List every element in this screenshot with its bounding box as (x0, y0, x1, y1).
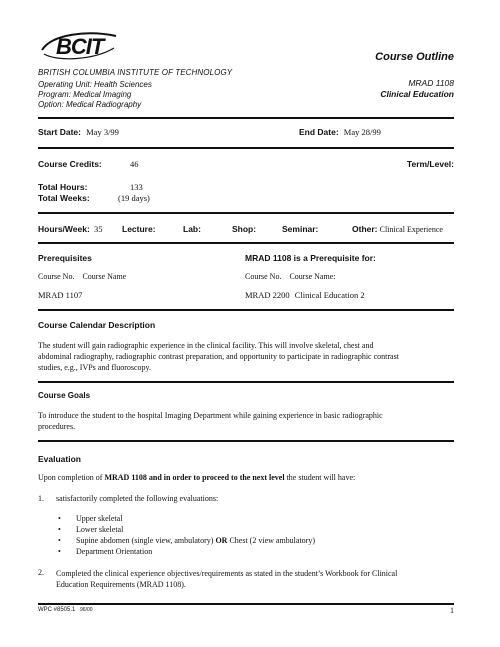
seminar-label: Seminar: (282, 224, 319, 234)
total-weeks-label: Total Weeks: (38, 193, 90, 203)
course-credits-value: 46 (130, 159, 139, 169)
form-id: WPC #8505.1 (38, 607, 76, 613)
option-name: Option: Medical Radiography (38, 100, 142, 109)
evaluation-intro-emphasis: MRAD 1108 and in order to proceed to the next level (104, 473, 285, 482)
calendar-line: studies, e.g., IVPs and fluoroscopy. (38, 363, 152, 372)
course-title: Clinical Education (380, 89, 454, 99)
hours-week-value: 35 (93, 224, 103, 234)
divider (38, 603, 454, 605)
goals-line: To introduce the student to the hospital Imaging Department while gaining experience in basic radiographic (38, 411, 383, 420)
lab-label: Lab: (183, 224, 201, 234)
evaluation-item-number: 1. (38, 494, 44, 503)
course-goals-text (38, 410, 458, 432)
divider (38, 381, 454, 383)
prereq-for-course-no: MRAD 2200 (245, 290, 290, 300)
prereq-for-col-course-name: Course Name: (289, 272, 336, 281)
end-date-value: May 28/99 (343, 127, 381, 137)
term-level-label: Term/Level: (406, 159, 454, 169)
evaluation-item-number: 2. (38, 568, 44, 577)
bullet-text-end: Chest (2 view ambulatory) (227, 536, 315, 545)
evaluation-bullet: Lower skeletal (76, 525, 124, 534)
hours-per-week (38, 224, 102, 234)
calendar-description-heading: Course Calendar Description (38, 320, 156, 330)
calendar-description-text (38, 340, 458, 373)
lecture-label: Lecture: (122, 224, 156, 234)
prereq-col-course-name: Course Name (82, 272, 127, 281)
end-date (299, 127, 381, 137)
bullet-icon: • (58, 536, 61, 545)
program-name: Program: Medical Imaging (38, 90, 132, 99)
bullet-icon: • (58, 514, 61, 523)
course-code: MRAD 1108 (408, 78, 454, 88)
calendar-line: abdominal radiography, radiographic contrast preparation, and opportunity to participate in radiographic contrast (38, 352, 399, 361)
divider (38, 147, 454, 149)
course-credits-label: Course Credits: (38, 159, 102, 169)
page-number: 1 (450, 606, 454, 615)
evaluation-intro (38, 473, 458, 482)
divider (38, 309, 454, 311)
start-date-label: Start Date: (38, 127, 81, 137)
evaluation-bullet (76, 536, 315, 545)
evaluation-heading: Evaluation (38, 454, 81, 464)
evaluation-intro-start: Upon completion of (38, 473, 105, 482)
total-weeks-value: (19 days) (118, 193, 150, 203)
divider (38, 117, 454, 119)
end-date-label: End Date: (299, 127, 339, 137)
divider (38, 440, 454, 442)
prereq-col-course-no: Course No. (38, 272, 75, 281)
bullet-text-or: OR (215, 536, 228, 545)
goals-line: procedures. (38, 422, 76, 431)
prereq-for-col-course-no: Course No. (245, 272, 282, 281)
prereq-course: MRAD 1107 (38, 290, 83, 300)
evaluation-item-line: Education Requirements (MRAD 1108). (56, 580, 186, 589)
evaluation-item-text: satisfactorily completed the following evaluations: (56, 494, 219, 503)
evaluation-intro-end: the student will have: (284, 473, 356, 482)
logo-text: BCIT (56, 34, 104, 59)
form-date: 96/00 (80, 607, 93, 613)
prereq-for-column-headers (245, 272, 335, 281)
bullet-icon: • (58, 547, 61, 556)
course-goals-heading: Course Goals (38, 391, 91, 400)
prerequisites-heading: Prerequisites (38, 253, 92, 263)
total-hours-label: Total Hours: (38, 182, 88, 192)
other-value: Clinical Experience (379, 225, 443, 234)
divider (38, 212, 454, 214)
start-date (38, 127, 119, 137)
total-hours-value: 133 (130, 182, 143, 192)
evaluation-bullet: Upper skeletal (76, 514, 123, 523)
bullet-text-start: Supine abdomen (single view, ambulatory) (76, 536, 216, 545)
document-type-title: Course Outline (375, 51, 454, 63)
institution-name: BRITISH COLUMBIA INSTITUTE OF TECHNOLOGY (38, 68, 233, 77)
operating-unit: Operating Unit: Health Sciences (38, 80, 152, 89)
prereq-column-headers (38, 272, 126, 281)
shop-label: Shop: (232, 224, 257, 234)
evaluation-item-text (56, 568, 456, 590)
other-hours (352, 224, 443, 234)
divider (38, 242, 454, 244)
bullet-icon: • (58, 525, 61, 534)
footer-form-id (38, 607, 93, 613)
prerequisite-for-heading: MRAD 1108 is a Prerequisite for: (245, 253, 376, 263)
calendar-line: The student will gain radiographic experience in the clinical facility. This will involve skeletal, chest and (38, 341, 374, 350)
hours-week-label: Hours/Week: (38, 224, 90, 234)
prereq-for-course (245, 290, 365, 300)
bcit-logo (38, 28, 120, 64)
evaluation-bullet: Department Orientation (76, 547, 153, 556)
other-label: Other: (352, 224, 378, 234)
evaluation-item-line: Completed the clinical experience objectives/requirements as stated in the student’s Workbook for Clinical (56, 569, 398, 578)
prereq-for-course-name: Clinical Education 2 (294, 290, 365, 300)
start-date-value: May 3/99 (86, 127, 119, 137)
